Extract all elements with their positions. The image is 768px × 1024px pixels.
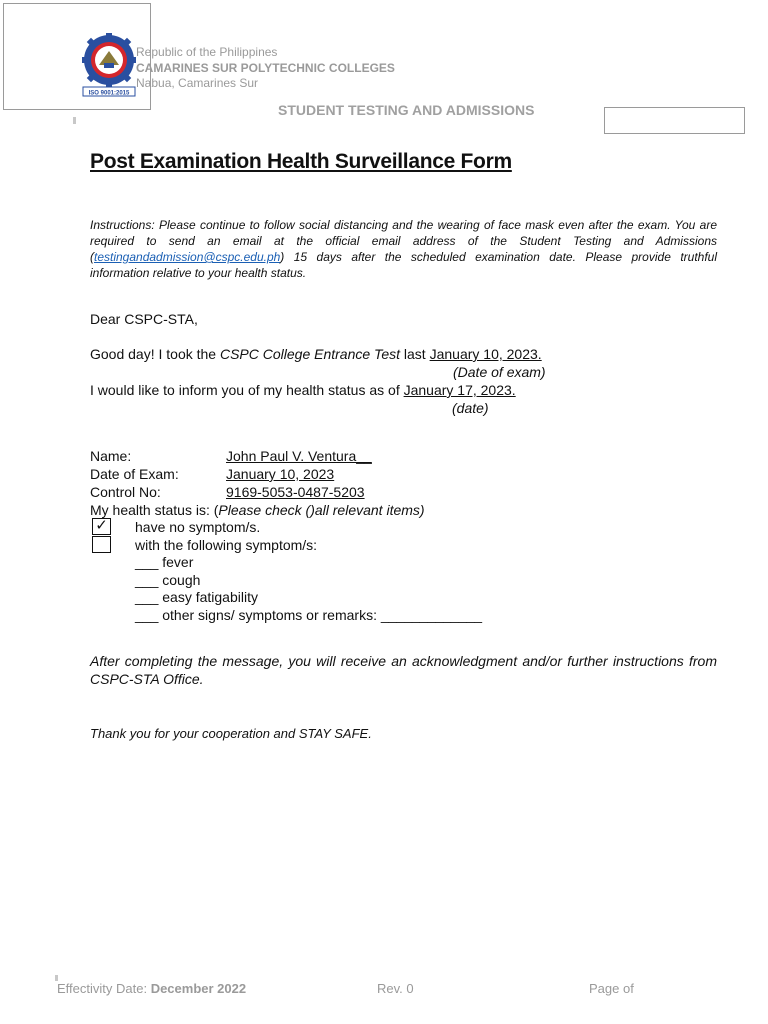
effectivity-date <box>57 981 246 996</box>
instructions-text-end: ) 15 days after the scheduled examination date. Please provide truthful information relative to your health status. <box>90 250 717 280</box>
name-label: Name: <box>90 448 132 464</box>
revision: Rev. 0 <box>377 981 414 996</box>
symptom-cough: ___ cough <box>135 572 201 588</box>
republic-label: Republic of the Philippines <box>136 45 278 59</box>
exam-line-middle: last <box>400 346 430 362</box>
exam-line-prefix: Good day! I took the <box>90 346 220 362</box>
instructions <box>90 217 717 281</box>
symptom-fatigability: ___ easy fatigability <box>135 589 258 605</box>
health-prompt-hint: Please check ()all relevant items) <box>218 502 425 518</box>
instructions-text-start: Instructions: Please continue to follow social distancing and the wearing of face mask even after the exam. You are required to send an email at the official email address of the Student Testing and Admissions ( <box>90 218 717 264</box>
closing-paragraph: After completing the message, you will receive an acknowledgment and/or further instructions from CSPC-STA Office. <box>90 653 717 687</box>
exam-line <box>90 345 542 363</box>
control-no-label: Control No: <box>90 484 161 500</box>
status-date: January 17, 2023. <box>403 382 516 398</box>
salutation: Dear CSPC-STA, <box>90 311 198 327</box>
college-address: Nabua, Camarines Sur <box>136 76 259 90</box>
page-title: Post Examination Health Surveillance Form <box>90 150 512 173</box>
thanks-line: Thank you for your cooperation and STAY SAFE. <box>90 726 372 741</box>
form-code-box <box>604 107 745 134</box>
exam-date-caption: (Date of exam) <box>453 364 546 380</box>
no-symptom-checkbox[interactable]: ✓ <box>92 518 111 535</box>
effectivity-label: Effectivity Date: <box>57 981 151 996</box>
margin-mark <box>73 117 76 124</box>
status-date-caption: (date) <box>452 400 489 416</box>
exam-date-label: Date of Exam: <box>90 466 179 482</box>
with-symptom-checkbox[interactable] <box>92 536 111 553</box>
exam-date-value: January 10, 2023 <box>226 466 335 482</box>
exam-date: January 10, 2023. <box>429 346 542 362</box>
no-symptom-label: have no symptom/s. <box>135 519 261 535</box>
iso-label: ISO 9001:2015 <box>88 90 130 97</box>
status-line <box>90 381 516 399</box>
email-link[interactable]: testingandadmission@cspc.edu.ph <box>94 250 281 264</box>
name-value: John Paul V. Ventura__ <box>226 448 372 464</box>
with-symptom-label: with the following symptom/s: <box>135 537 318 553</box>
control-no-value: 9169-5053-0487-5203 <box>226 484 365 500</box>
college-name: CAMARINES SUR POLYTECHNIC COLLEGES <box>136 60 395 75</box>
health-status-prompt <box>90 501 425 519</box>
page-number: Page of <box>589 981 634 996</box>
gear-icon <box>82 33 136 87</box>
health-prompt-text: My health status is: ( <box>90 502 219 518</box>
status-line-prefix: I would like to inform you of my health status as of <box>90 382 404 398</box>
symptom-other: ___ other signs/ symptoms or remarks: _____________ <box>135 607 483 623</box>
college-logo <box>82 33 136 97</box>
test-name: CSPC College Entrance Test <box>219 346 401 362</box>
effectivity-value: December 2022 <box>150 981 247 996</box>
department-name: STUDENT TESTING AND ADMISSIONS <box>278 102 535 118</box>
symptom-fever: ___ fever <box>135 554 194 570</box>
header-text <box>136 45 395 92</box>
